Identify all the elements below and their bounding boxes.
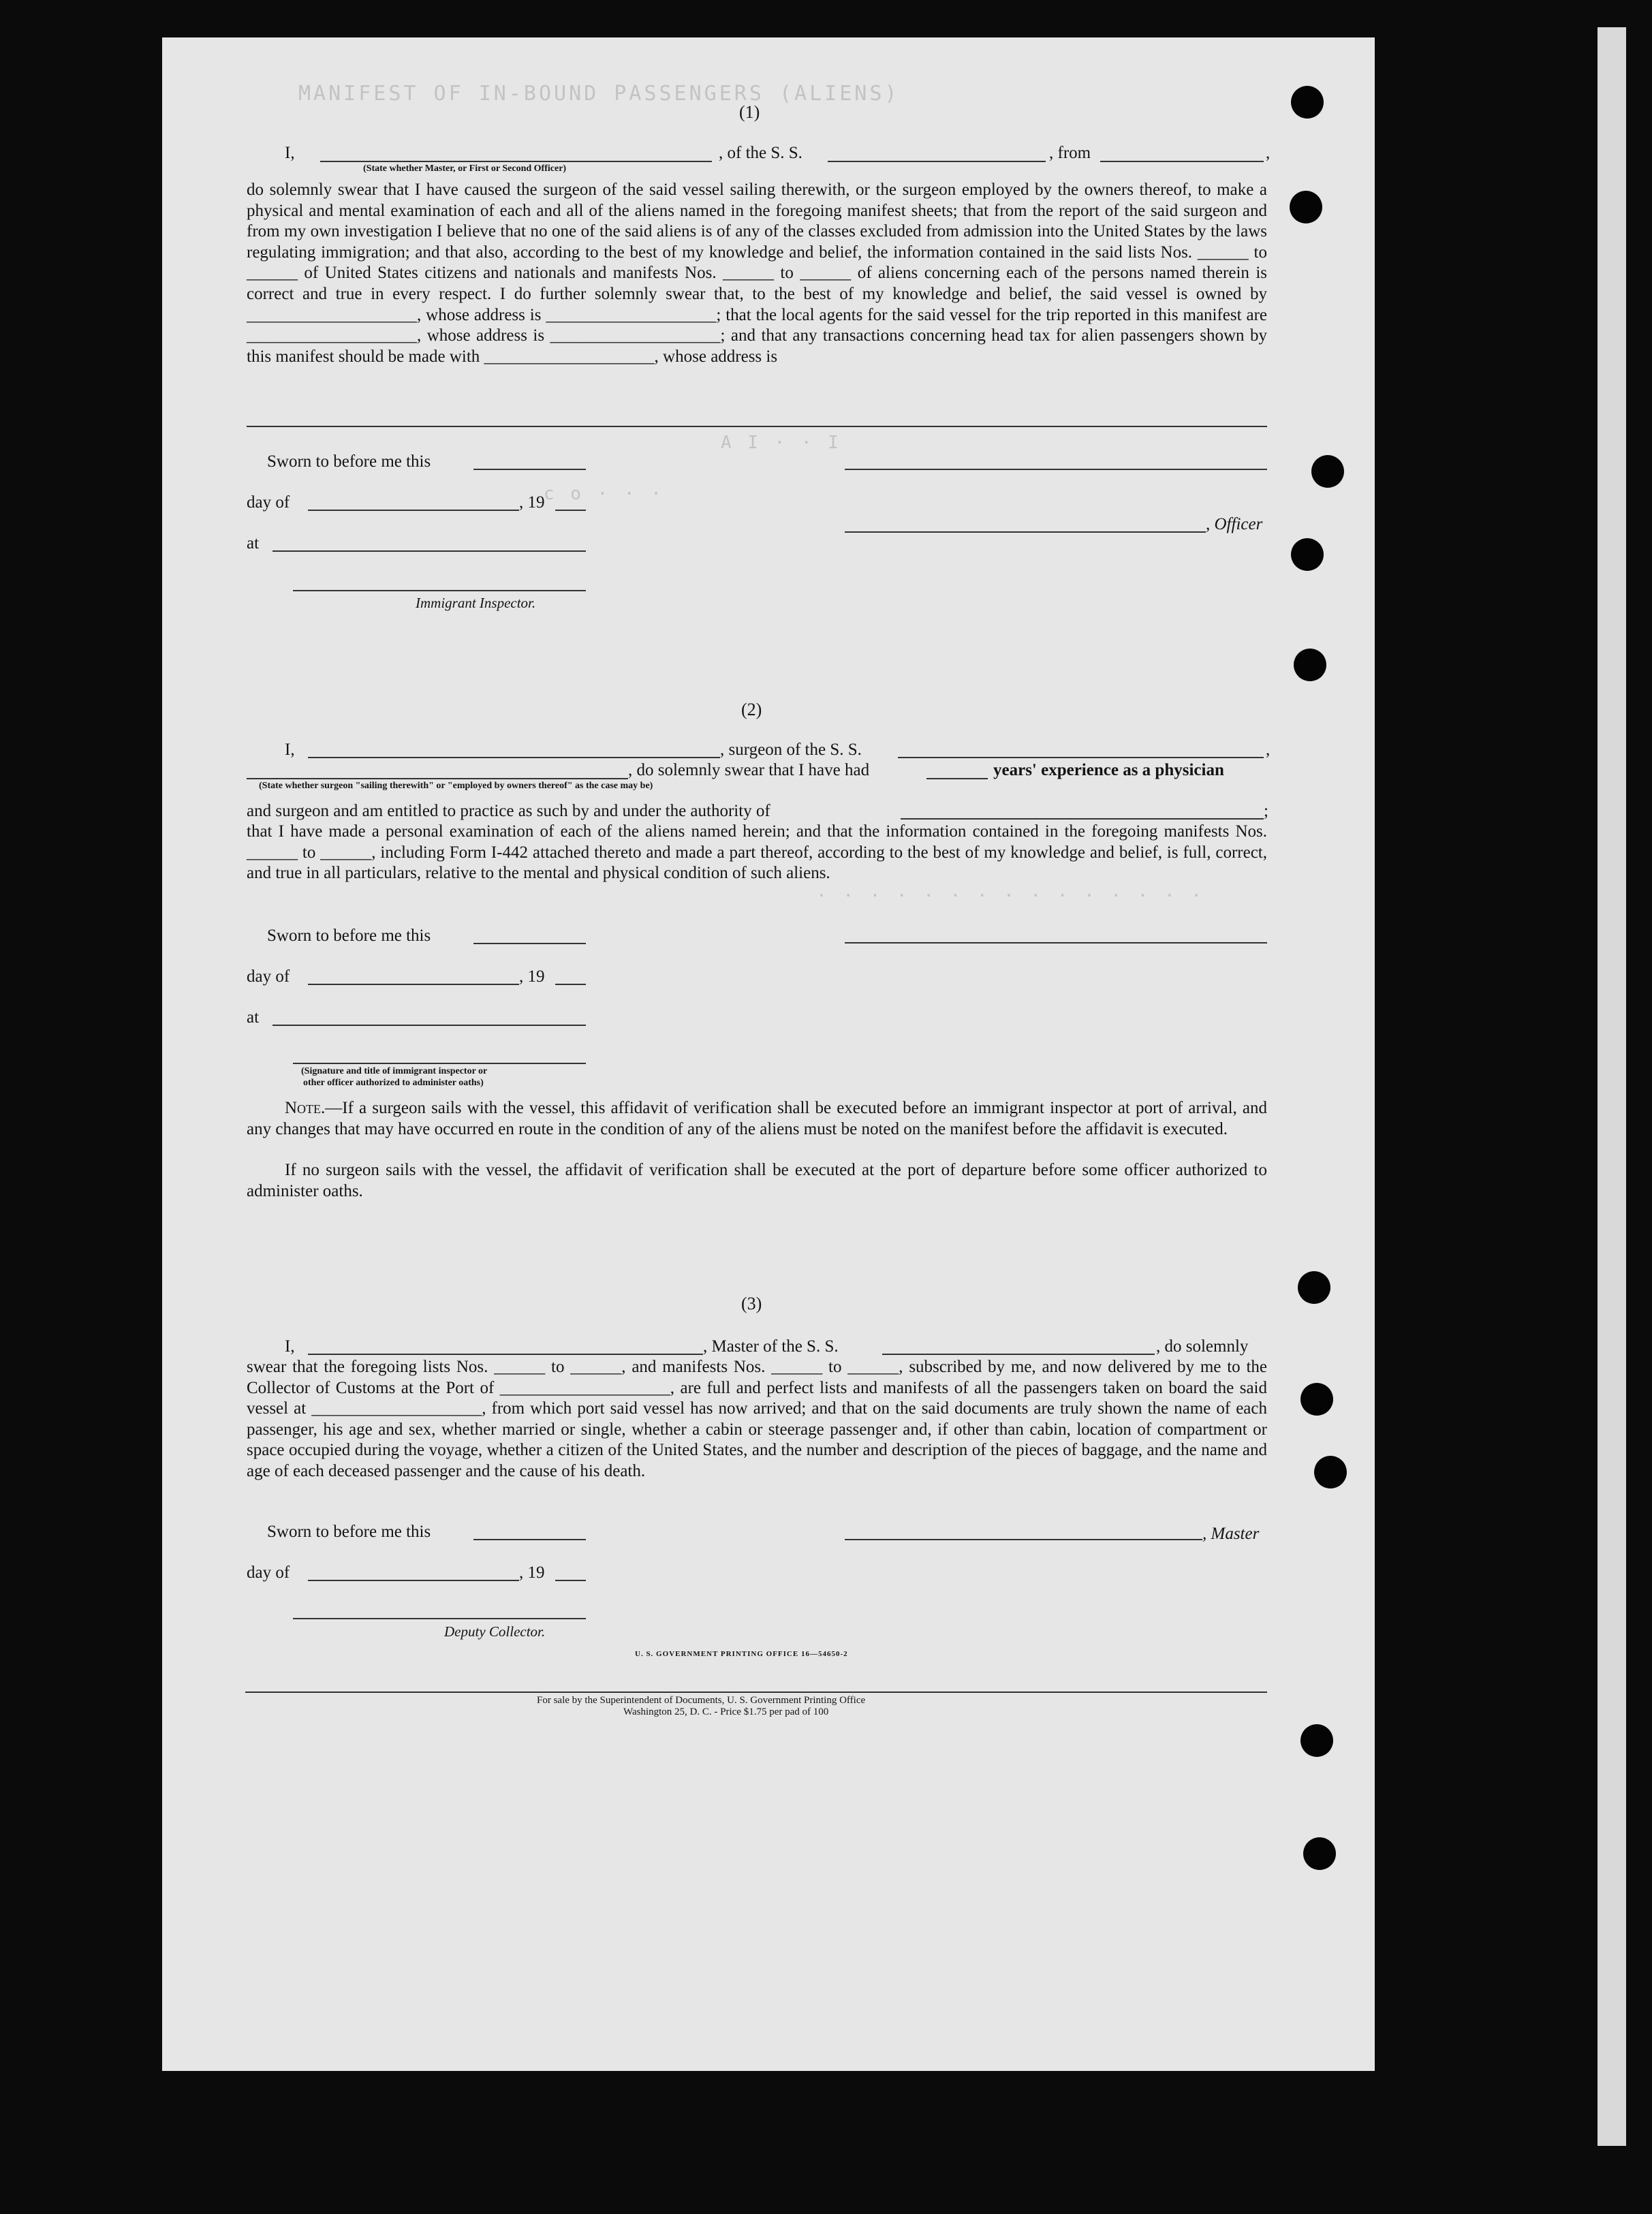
oath-3-body: swear that the foregoing lists Nos. ______ to ______, and manifests Nos. ______ to ______, subscribed by me, and now delivered by me to the Collector of Customs at the Port of ____________________, are full and perfect lists and manifests of all the passengers taken on board the said vessel at ____________________, from which port said vessel has now arrived; and that on the said documents are truly shown the name of each passenger, his age and sex, whether married or single, whether a cabin or steerage passenger and, if other than cabin, location of compartment or space occupied during the voyage, whether a citizen of the United States, and the number and description of the pieces of baggage, and the name and age of each deceased passenger and the cause of his death. (247, 1358, 1267, 1480)
officer-signature-field-top[interactable] (845, 469, 1267, 470)
comma: , (1266, 740, 1271, 759)
surgeon-signature-field[interactable] (845, 942, 1267, 944)
bleed-through-text: c o · · · (544, 484, 664, 504)
oath-1-from-label: , from (1049, 144, 1091, 162)
administering-officer-signature-field[interactable] (293, 1063, 586, 1064)
year-label-1: , 19 (519, 493, 545, 512)
year-label-2: , 19 (519, 967, 545, 986)
address-field[interactable] (247, 426, 1267, 427)
bleed-through-text: · · · · · · · · · · · · · · · (816, 886, 1204, 906)
sworn-day-field-2[interactable] (473, 943, 586, 944)
at-place-field-2[interactable] (272, 1025, 586, 1026)
deputy-collector-label: Deputy Collector. (444, 1623, 546, 1640)
years-experience-label: years' experience as a physician (993, 761, 1224, 779)
sworn-label-1: Sworn to before me this (267, 452, 431, 471)
punch-hole (1300, 1383, 1333, 1416)
note-text: —If a surgeon sails with the vessel, this affidavit of verification shall be executed before an immigrant inspector at port of arrival, and any changes that may have occurred en route in the condition of any of the aliens must be noted on the manifest before the affidavit is executed. (247, 1099, 1267, 1138)
authority-label: and surgeon and am entitled to practice as such by and under the authority of (247, 802, 770, 820)
gpo-imprint: U. S. GOVERNMENT PRINTING OFFICE 16—54650-2 (635, 1650, 848, 1658)
year-field-2[interactable] (555, 984, 586, 985)
month-field-2[interactable] (308, 984, 519, 985)
officer-signature-field[interactable] (845, 531, 1206, 533)
month-field-3[interactable] (308, 1580, 519, 1581)
oath-1-body: do solemnly swear that I have caused the surgeon of the said vessel sailing therewith, or the surgeon employed by the owners thereof, to make a physical and mental examination of each and all of the aliens named in the foregoing manifest sheets; that from the report of the said surgeon and from my own investigation I believe that no one of the said aliens is of any of the classes excluded from admission into the United States by the laws regulating immigration; and that also, according to the best of my knowledge and belief, the information contained in the said lists Nos. ______ to ______ of United States citizens and nationals and manifests Nos. ______ to ______ of aliens concerning each of the persons named therein is correct and true in every respect. I do further solemnly swear that, to the best of my knowledge and belief, the said vessel is owned by ____________________, whose address is ____________________; that the local agents for the said vessel for the trip reported in this manifest are ____________________, whose address is ____________________; and that any transactions concerning head tax for alien passengers shown by this manifest should be made with ____________________, whose address is (247, 181, 1267, 366)
adjacent-page-edge (1598, 27, 1626, 2146)
note-label: Note. (285, 1099, 326, 1117)
bleed-through-text: A I · · I (721, 433, 841, 453)
sworn-label-2: Sworn to before me this (267, 926, 431, 945)
signature-caption-1: (Signature and title of immigrant inspector or (301, 1066, 488, 1076)
inspector-signature-field[interactable] (293, 590, 586, 591)
month-field-1[interactable] (308, 510, 519, 511)
at-label-2: at (247, 1008, 260, 1027)
day-of-label-1: day of (247, 493, 290, 512)
master-ss-label: , Master of the S. S. (703, 1337, 839, 1356)
section-1-number: (1) (739, 102, 760, 122)
surgeon-caption: (State whether surgeon "sailing therewith" or "employed by owners thereof" as the case may be) (259, 781, 653, 791)
note-paragraph (247, 1098, 1267, 1140)
footer-rule (245, 1691, 1267, 1693)
day-of-label-3: day of (247, 1563, 290, 1582)
master-label: , Master (1202, 1525, 1260, 1543)
day-of-label-2: day of (247, 967, 290, 986)
punch-hole (1303, 1837, 1336, 1870)
oath-2-body: that I have made a personal examination of each of the aliens named herein; and that the information contained in the foregoing manifests Nos. ______ to ______, including Form I-442 attached thereto and made a part thereof, according to the best of my knowledge and belief, is full, correct, and true in all particulars, relative to the mental and physical condition of such aliens. (247, 822, 1267, 883)
surgeon-vessel-field[interactable] (898, 757, 1264, 758)
section-2-number: (2) (741, 700, 762, 719)
punch-hole (1314, 1456, 1347, 1488)
sale-notice-1: For sale by the Superintendent of Documents, U. S. Government Printing Office (537, 1695, 866, 1706)
sworn-label-3: Sworn to before me this (267, 1523, 431, 1541)
officer-label: , Officer (1206, 515, 1263, 533)
section-3-number: (3) (741, 1294, 762, 1313)
deputy-collector-signature-field[interactable] (293, 1618, 586, 1619)
do-solemnly-label: , do solemnly (1156, 1337, 1249, 1356)
sworn-day-field-3[interactable] (473, 1539, 586, 1540)
punch-hole (1290, 191, 1322, 223)
officer-caption: (State whether Master, or First or Second Officer) (363, 163, 567, 174)
semicolon: ; (1264, 802, 1268, 820)
oath-3-i: I, (285, 1337, 295, 1356)
oath-1-i: I, (285, 144, 295, 162)
master-vessel-field[interactable] (882, 1354, 1155, 1355)
punch-hole (1291, 538, 1324, 571)
note-paragraph-2: If no surgeon sails with the vessel, the affidavit of verification shall be executed at the port of departure before some officer authorized to administer oaths. (247, 1161, 1267, 1200)
master-name-field[interactable] (308, 1354, 703, 1355)
officer-name-field[interactable] (320, 161, 712, 162)
comma: , (1266, 144, 1271, 162)
sale-notice-2: Washington 25, D. C. - Price $1.75 per pad of 100 (623, 1706, 829, 1717)
master-signature-field[interactable] (845, 1539, 1202, 1540)
punch-hole (1300, 1724, 1333, 1757)
vessel-name-field[interactable] (828, 161, 1046, 162)
year-field-3[interactable] (555, 1580, 586, 1581)
years-experience-field[interactable] (926, 778, 988, 779)
authority-field[interactable] (901, 818, 1264, 820)
bleed-through-text: MANIFEST OF IN-BOUND PASSENGERS (ALIENS) (298, 82, 900, 106)
punch-hole (1291, 86, 1324, 119)
punch-hole (1311, 455, 1344, 488)
surgeon-ss-label: , surgeon of the S. S. (720, 740, 862, 759)
surgeon-name-field[interactable] (308, 757, 720, 758)
at-label-1: at (247, 534, 260, 552)
oath-2-i: I, (285, 740, 295, 759)
immigrant-inspector-label: Immigrant Inspector. (416, 595, 536, 611)
sworn-day-field-1[interactable] (473, 469, 586, 470)
punch-hole (1294, 649, 1326, 681)
punch-hole (1298, 1271, 1330, 1304)
at-place-field-1[interactable] (272, 550, 586, 552)
oath-1-ss-label: , of the S. S. (719, 144, 802, 162)
surgeon-status-field[interactable] (247, 778, 628, 779)
signature-caption-2: other officer authorized to administer oaths) (303, 1078, 484, 1088)
year-field-1[interactable] (555, 510, 586, 511)
surgeon-swear-label: , do solemnly swear that I have had (628, 761, 870, 779)
year-label-3: , 19 (519, 1563, 545, 1582)
from-port-field[interactable] (1100, 161, 1264, 162)
